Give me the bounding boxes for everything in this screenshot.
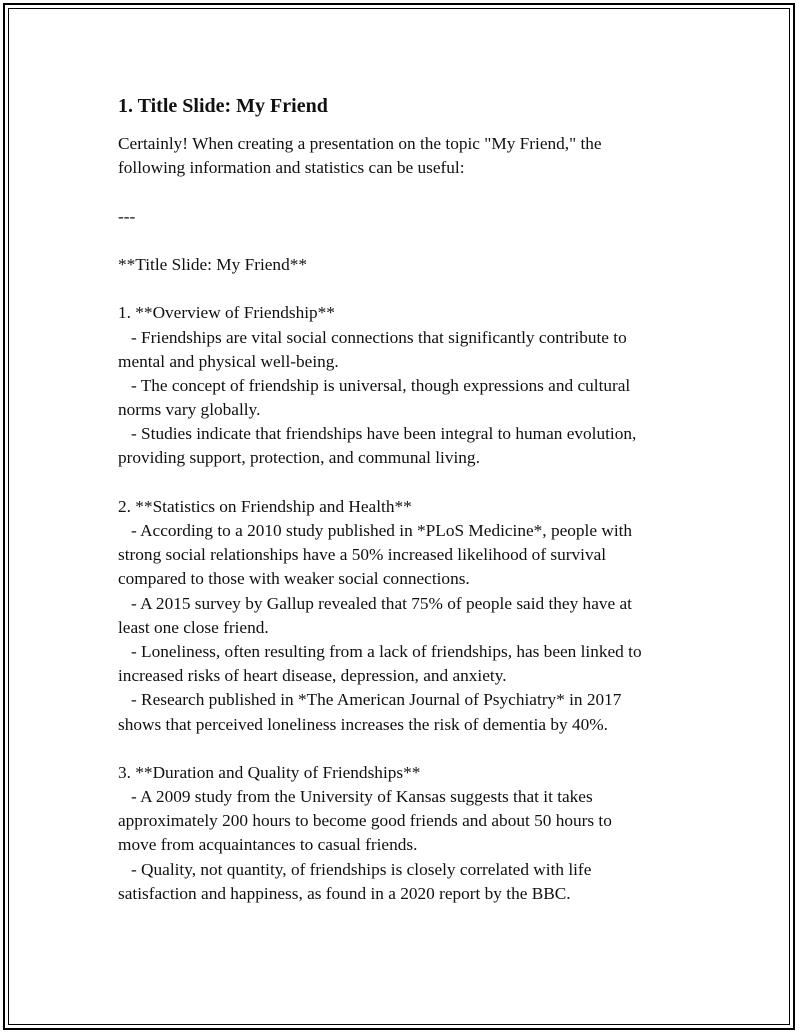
text-line: 1. **Overview of Friendship** <box>118 303 335 323</box>
text-line: --- <box>118 206 136 226</box>
text-line: increased risks of heart disease, depression, and anxiety. <box>118 666 507 686</box>
document-heading: 1. Title Slide: My Friend <box>118 95 328 117</box>
text-line: strong social relationships have a 50% increased likelihood of survival <box>118 545 607 565</box>
text-line: shows that perceived loneliness increases the risk of dementia by 40%. <box>118 714 608 734</box>
text-line: - A 2015 survey by Gallup revealed that 75% of people said they have at <box>118 593 632 613</box>
text-line: providing support, protection, and communal living. <box>118 448 480 468</box>
blank-line <box>118 229 678 253</box>
document-text <box>118 132 678 906</box>
text-line: 2. **Statistics on Friendship and Health** <box>118 496 412 516</box>
text-line: - The concept of friendship is universal, though expressions and cultural <box>118 375 631 395</box>
text-line: following information and statistics can be useful: <box>118 158 465 178</box>
blank-line <box>118 737 678 761</box>
text-line: move from acquaintances to casual friends. <box>118 835 418 855</box>
blank-line <box>118 180 678 204</box>
text-line: **Title Slide: My Friend** <box>118 254 307 274</box>
text-line: mental and physical well-being. <box>118 351 339 371</box>
text-line: - According to a 2010 study published in *PLoS Medicine*, people with <box>118 521 633 540</box>
text-line: - A 2009 study from the University of Kansas suggests that it takes <box>118 787 593 807</box>
text-line: - Studies indicate that friendships have been integral to human evolution, <box>118 424 637 444</box>
blank-line <box>118 277 678 301</box>
text-line: - Research published in *The American Journal of Psychiatry* in 2017 <box>118 690 622 710</box>
text-line: satisfaction and happiness, as found in a 2020 report by the BBC. <box>118 883 571 903</box>
text-line: - Quality, not quantity, of friendships is closely correlated with life <box>118 859 592 879</box>
document-body <box>118 94 678 906</box>
text-line: least one close friend. <box>118 617 269 637</box>
text-line: norms vary globally. <box>118 400 261 420</box>
text-line: - Friendships are vital social connections that significantly contribute to <box>118 327 627 347</box>
text-line: approximately 200 hours to become good friends and about 50 hours to <box>118 811 612 831</box>
text-line: compared to those with weaker social connections. <box>118 569 470 589</box>
text-line: Certainly! When creating a presentation on the topic "My Friend," the <box>118 134 602 153</box>
text-line: - Loneliness, often resulting from a lack of friendships, has been linked to <box>118 641 642 661</box>
blank-line <box>118 471 678 495</box>
text-line: 3. **Duration and Quality of Friendships** <box>118 762 421 782</box>
